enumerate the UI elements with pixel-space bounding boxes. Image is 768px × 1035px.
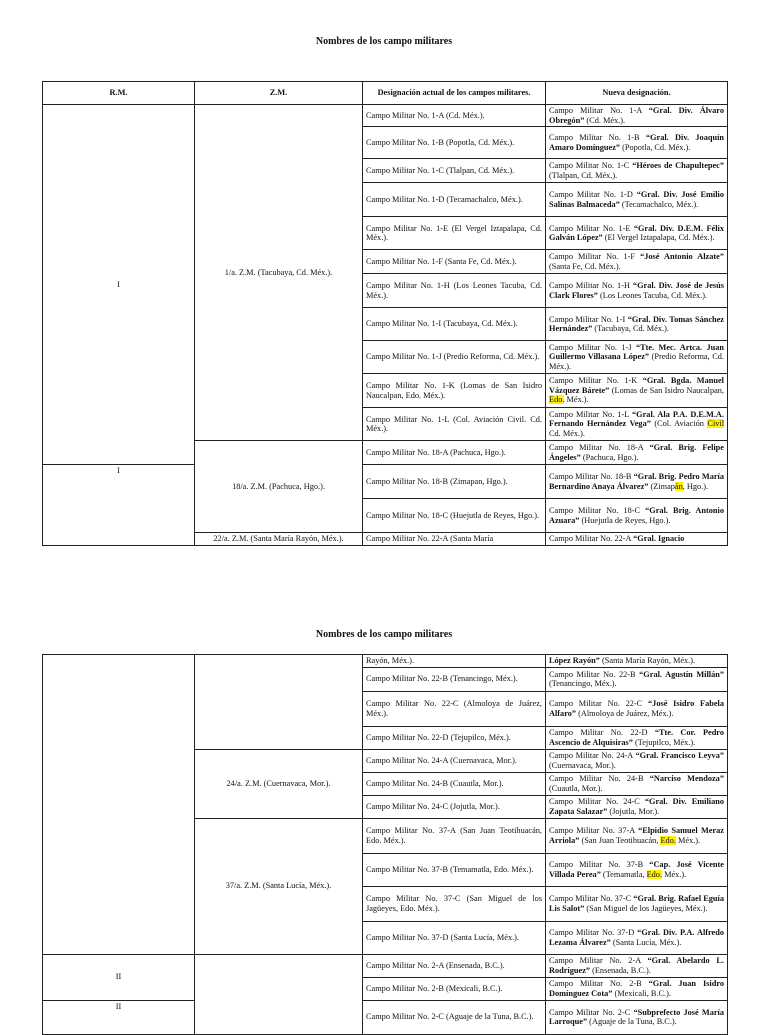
table-row (43, 655, 728, 668)
current-designation: Campo Militar No. 18-B (Zimapan, Hgo.). (363, 465, 546, 499)
zm-cell: 37/a. Z.M. (Santa Lucía, Méx.). (195, 818, 363, 954)
highlight-mark: Edo. (549, 395, 565, 405)
new-designation: Campo Militar No. 1-E “Gral. Div. D.E.M. Félix Galván López” (El Vergel Iztapalapa, Cd. Méx.). (546, 217, 728, 250)
current-designation: Campo Militar No. 22-D (Tejupilco, Méx.). (363, 726, 546, 749)
current-designation: Campo Militar No. 24-A (Cuernavaca, Mor.). (363, 749, 546, 772)
camps-table-page-2 (42, 654, 728, 1035)
new-designation: Campo Militar No. 24-A “Gral. Francisco Leyva” (Cuernavaca, Mor.). (546, 749, 728, 772)
current-designation: Campo Militar No. 1-D (Tecamachalco, Méx.). (363, 183, 546, 217)
table-row (43, 954, 728, 977)
rm-cell: I (43, 465, 195, 546)
new-designation: Campo Militar No. 37-D “Gral. Div. P.A. Alfredo Lezama Álvarez” (Santa Lucía, Méx.). (546, 921, 728, 954)
new-designation: Campo Militar No. 18-B “Gral. Brig. Pedro María Bernardino Anaya Álvarez” (Zimapán, Hgo.). (546, 465, 728, 499)
current-designation: Campo Militar No. 24-C (Jojutla, Mor.). (363, 795, 546, 818)
current-designation: Campo Militar No. 1-K (Lomas de San Isidro Naucalpan, Edo. Méx.). (363, 374, 546, 408)
table-row (43, 1000, 728, 1034)
current-designation: Campo Militar No. 18-C (Huejutla de Reyes, Hgo.). (363, 499, 546, 533)
current-designation: Campo Militar No. 37-C (San Miguel de los Jagüeyes, Edo. Méx.). (363, 886, 546, 921)
current-designation: Campo Militar No. 1-F (Santa Fe, Cd. Méx.). (363, 250, 546, 274)
new-designation: Campo Militar No. 24-C “Gral. Div. Emiliano Zapata Salazar” (Jojutla, Mor.). (546, 795, 728, 818)
zm-cell: 24/a. Z.M. (Cuernavaca, Mor.). (195, 749, 363, 818)
zm-cell (195, 954, 363, 1034)
current-designation: Campo Militar No. 37-A (San Juan Teotihuacán, Edo. Méx.). (363, 818, 546, 853)
current-designation: Campo Militar No. 1-C (Tlalpan, Cd. Méx.). (363, 159, 546, 183)
new-designation: Campo Militar No. 22-A “Gral. Ignacio (546, 533, 728, 546)
zm-cell: 22/a. Z.M. (Santa María Rayón, Méx.). (195, 533, 363, 546)
current-designation: Campo Militar No. 1-H (Los Leones Tacuba, Cd. Méx.). (363, 274, 546, 308)
highlight-mark: án (674, 481, 683, 491)
zm-cell: 1/a. Z.M. (Tacubaya, Cd. Méx.). (195, 105, 363, 441)
new-designation: Campo Militar No. 1-F “José Antonio Alzate” (Santa Fe, Cd. Méx.). (546, 250, 728, 274)
page-title-1: Nombres de los campo militares (315, 36, 453, 47)
new-designation: Campo Militar No. 1-H “Gral. Div. José de Jesús Clark Flores” (Los Leones Tacuba, Cd. Méx.). (546, 274, 728, 308)
new-designation: López Rayón” (Santa María Rayón, Méx.). (546, 655, 728, 668)
current-designation: Campo Militar No. 1-I (Tacubaya, Cd. Méx.). (363, 308, 546, 341)
table-row (43, 465, 728, 499)
zm-cell (195, 655, 363, 750)
camps-table-page-1 (42, 81, 728, 546)
current-designation: Campo Militar No. 2-A (Ensenada, B.C.). (363, 954, 546, 977)
header-new: Nueva designación. (546, 82, 728, 105)
new-designation: Campo Militar No. 1-L “Gral. Ala P.A. D.E.M.A. Fernando Hernández Vega” (Col. Aviación Civil Cd. Méx.). (546, 408, 728, 441)
rm-cell: I (43, 105, 195, 465)
header-zm: Z.M. (195, 82, 363, 105)
new-designation: Campo Militar No. 37-C “Gral. Brig. Rafael Eguía Lis Salot” (San Miguel de los Jagüeyes, Méx.). (546, 886, 728, 921)
new-designation: Campo Militar No. 1-D “Gral. Div. José Emilio Salinas Balmaceda” (Tecamachalco, Méx.). (546, 183, 728, 217)
rm-cell: II (43, 1000, 195, 1034)
new-designation: Campo Militar No. 1-B “Gral. Div. Joaquín Amaro Domínguez” (Popotla, Cd. Méx.). (546, 127, 728, 159)
new-designation: Campo Militar No. 1-K “Gral. Bgda. Manuel Vázquez Bárete” (Lomas de San Isidro Naucalpan, Edo. Méx.). (546, 374, 728, 408)
current-designation: Campo Militar No. 22-B (Tenancingo, Méx.). (363, 667, 546, 691)
new-designation: Campo Militar No. 37-A “Elpidio Samuel Meraz Arriola” (San Juan Teotihuacán, Edo. Méx.). (546, 818, 728, 853)
header-rm: R.M. (43, 82, 195, 105)
new-designation: Campo Militar No. 22-C “José Isidro Fabela Alfaro” (Almoloya de Juárez, Méx.). (546, 691, 728, 726)
current-designation: Campo Militar No. 37-D (Santa Lucía, Méx.). (363, 921, 546, 954)
new-designation: Campo Militar No. 1-I “Gral. Div. Tomas Sánchez Hernández” (Tacubaya, Cd. Méx.). (546, 308, 728, 341)
current-designation: Rayón, Méx.). (363, 655, 546, 668)
new-designation: Campo Militar No. 22-B “Gral. Agustín Millán” (Tenancingo, Méx.). (546, 667, 728, 691)
header-current: Designación actual de los campos militares. (363, 82, 546, 105)
new-designation: Campo Militar No. 37-B “Cap. José Vicente Villada Perea” (Temamatla, Edo. Méx.). (546, 853, 728, 886)
current-designation: Campo Militar No. 1-L (Col. Aviación Civil. Cd. Méx.). (363, 408, 546, 441)
new-designation: Campo Militar No. 2-A “Gral. Abelardo L. Rodríguez” (Ensenada, B.C.). (546, 954, 728, 977)
rm-cell: II (43, 954, 195, 1000)
current-designation: Campo Militar No. 2-B (Mexicali, B.C.). (363, 977, 546, 1000)
highlight-mark: Edo. (660, 835, 676, 845)
rm-cell (43, 655, 195, 955)
table-row (43, 105, 728, 127)
new-designation: Campo Militar No. 2-C “Subprefecto José María Larroque” (Aguaje de la Tuna, B.C.). (546, 1000, 728, 1034)
current-designation: Campo Militar No. 1-E (El Vergel Iztapalapa, Cd. Méx.). (363, 217, 546, 250)
new-designation: Campo Militar No. 18-C “Gral. Brig. Antonio Azuara” (Huejutla de Reyes, Hgo.). (546, 499, 728, 533)
current-designation: Campo Militar No. 22-C (Almoloya de Juárez, Méx.). (363, 691, 546, 726)
highlight-mark: Civil (707, 419, 725, 429)
current-designation: Campo Militar No. 2-C (Aguaje de la Tuna, B.C.). (363, 1000, 546, 1034)
page-title-2: Nombres de los campo militares (315, 629, 453, 640)
current-designation: Campo Militar No. 1-J (Predio Reforma, Cd. Méx.). (363, 341, 546, 374)
current-designation: Campo Militar No. 18-A (Pachuca, Hgo.). (363, 441, 546, 465)
new-designation: Campo Militar No. 24-B “Narciso Mendoza” (Cuautla, Mor.). (546, 772, 728, 795)
current-designation: Campo Militar No. 37-B (Temamatla, Edo. Méx.). (363, 853, 546, 886)
new-designation: Campo Militar No. 1-J “Tte. Mec. Artca. Juan Guillermo Villasana López” (Predio Reforma, Cd. Méx.). (546, 341, 728, 374)
new-designation: Campo Militar No. 1-C “Héroes de Chapultepec” (Tlalpan, Cd. Méx.). (546, 159, 728, 183)
current-designation: Campo Militar No. 1-B (Popotla, Cd. Méx.). (363, 127, 546, 159)
table-header-row (43, 82, 728, 105)
current-designation: Campo Militar No. 24-B (Cuautla, Mor.). (363, 772, 546, 795)
new-designation: Campo Militar No. 1-A “Gral. Div. Álvaro Obregón” (Cd. Méx.). (546, 105, 728, 127)
current-designation: Campo Militar No. 22-A (Santa María (363, 533, 546, 546)
new-designation: Campo Militar No. 22-D “Tte. Cor. Pedro Ascencio de Alquisiras” (Tejupilco, Méx.). (546, 726, 728, 749)
new-designation: Campo Militar No. 18-A “Gral. Brig. Felipe Ángeles” (Pachuca, Hgo.). (546, 441, 728, 465)
zm-cell: 18/a. Z.M. (Pachuca, Hgo.). (195, 441, 363, 533)
current-designation: Campo Militar No. 1-A (Cd. Méx.). (363, 105, 546, 127)
new-designation: Campo Militar No. 2-B “Gral. Juan Isidro Domínguez Cota” (Mexicali, B.C.). (546, 977, 728, 1000)
highlight-mark: Edo. (646, 869, 663, 879)
